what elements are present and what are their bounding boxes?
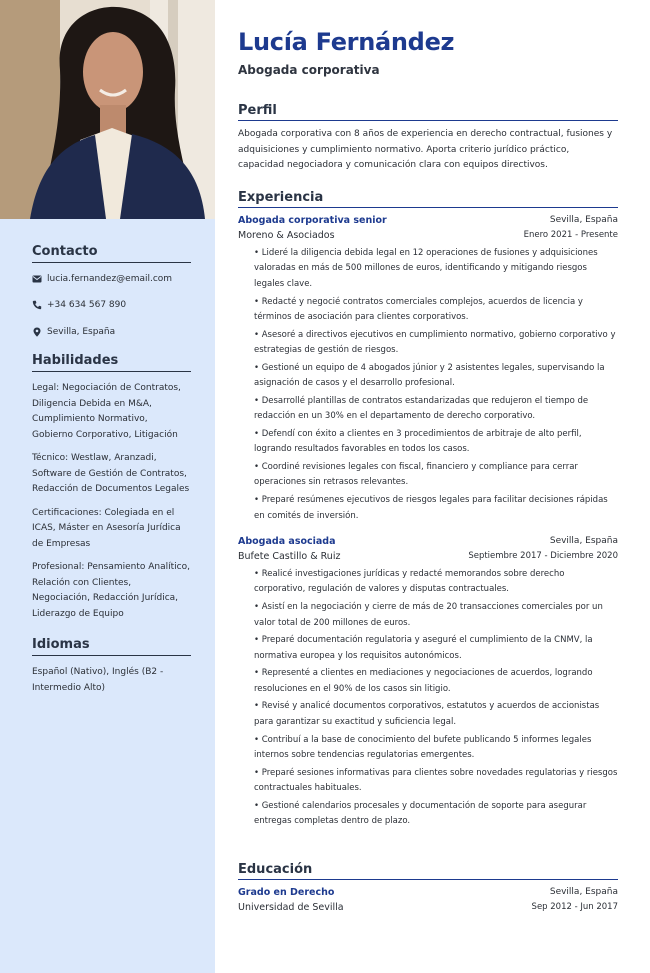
experience-section (238, 190, 618, 832)
job-company: Moreno & Asociados (238, 230, 335, 241)
portrait-image (0, 0, 215, 219)
contact-location (32, 325, 191, 338)
job-location: Sevilla, España (549, 215, 618, 225)
contact-email[interactable] (32, 272, 191, 285)
email-text: lucia.fernandez@email.com (47, 273, 173, 284)
sidebar (0, 0, 215, 973)
job-bullet: • Coordiné revisiones legales con fiscal, financiero y compliance para cerrar operaciones sin retrasos relevantes. (254, 462, 578, 488)
phone-icon (32, 300, 42, 310)
education-subheader (238, 900, 618, 915)
education-dates: Sep 2012 - Jun 2017 (531, 902, 618, 912)
job-subheader (238, 228, 618, 243)
job-bullet: • Asesoré a directivos ejecutivos en cumplimiento normativo, gobierno corporativo y estrategias de gestión de riesgos. (254, 329, 616, 356)
education-entry (238, 885, 618, 915)
degree-name: Grado en Derecho (238, 887, 335, 898)
job-subheader (238, 549, 618, 564)
job-bullet: • Asistí en la negociación y cierre de más de 20 transacciones comerciales por un valor total de 200 millones de euros. (254, 602, 603, 628)
job-bullet: • Redacté y negocié contratos comerciales complejos, acuerdos de licencia y términos de asociación para clientes corporativos. (254, 296, 583, 322)
job-role: Abogada corporativa senior (238, 215, 387, 226)
location-text: Sevilla, España (47, 326, 116, 337)
education-location: Sevilla, España (549, 887, 618, 897)
profile-photo (0, 0, 215, 219)
job-bullet: • Lideré la diligencia debida legal en 12 operaciones de fusiones y adquisiciones valoradas en más de 500 millones de euros, identificando y mitigando riesgos legales clave. (254, 248, 598, 289)
phone-text: +34 634 567 890 (47, 300, 127, 310)
job-header (238, 213, 618, 228)
job-dates: Septiembre 2017 - Diciembre 2020 (468, 550, 618, 561)
person-title: Abogada corporativa (238, 63, 380, 77)
skill-technical: Técnico: Westlaw, Aranzadi, Software de Gestión de Contratos, Redacción de Documentos Legales (32, 453, 190, 494)
education-section (238, 862, 618, 915)
job-dates: Enero 2021 - Presente (523, 230, 618, 240)
education-header (238, 885, 618, 900)
job-bullet: • Preparé resúmenes ejecutivos de riesgos legales para facilitar decisiones rápidas en comités de inversión. (254, 495, 608, 521)
job-entry (238, 534, 618, 830)
skill-certifications: Certificaciones: Colegiada en el ICAS, Máster en Asesoría Jurídica de Empresas (32, 507, 181, 549)
profile-heading: Perfil (238, 103, 618, 121)
job-bullet: • Preparé sesiones informativas para clientes sobre novedades regulatorias y riesgos contractuales habituales. (254, 767, 618, 794)
job-location: Sevilla, España (549, 535, 618, 546)
experience-heading: Experiencia (238, 190, 618, 208)
education-heading: Educación (238, 862, 618, 880)
profile-section (238, 103, 618, 174)
languages-heading: Idiomas (32, 637, 191, 656)
job-company: Bufete Castillo & Ruiz (238, 550, 341, 562)
skills-heading: Habilidades (32, 353, 191, 372)
job-bullet: • Desarrollé plantillas de contratos estandarizadas que redujeron el tiempo de redacción en un 30% en el departamento de derecho corporativo. (254, 395, 589, 422)
job-entry (238, 213, 618, 524)
job-role: Abogada asociada (238, 535, 336, 547)
job-bullet: • Revisé y analicé documentos corporativos, estatutos y acuerdos de accionistas para garantizar su exactitud y suficiencia legal. (254, 701, 600, 727)
job-bullet: • Contribuí a la base de conocimiento del bufete publicando 5 informes legales internos sobre tendencias regulatorias emergentes. (254, 734, 592, 760)
job-header (238, 534, 618, 549)
job-bullet: • Representé a clientes en mediaciones y negociaciones de acuerdos, logrando resoluciones en el 90% de los casos sin litigio. (254, 668, 593, 694)
person-name: Lucía Fernández (238, 28, 455, 56)
skill-legal: Legal: Negociación de Contratos, Diligencia Debida en M&A, Cumplimiento Normativo, Gobierno Corporativo, Litigación (32, 383, 181, 440)
school-name: Universidad de Sevilla (238, 902, 344, 913)
contact-heading: Contacto (32, 244, 191, 263)
job-bullet: • Defendí con éxito a clientes en 3 procedimientos de arbitraje de alto perfil, logrando resultados favorables en todos los casos. (254, 428, 582, 455)
location-pin-icon (32, 327, 42, 337)
mail-icon (32, 274, 42, 284)
job-bullet: • Gestioné un equipo de 4 abogados júnior y 2 asistentes legales, supervisando la asignación de casos y el desarrollo profesional. (254, 362, 605, 389)
job-bullets (254, 567, 618, 830)
skill-professional: Profesional: Pensamiento Analítico, Relación con Clientes, Negociación, Redacción Jurídica, Liderazgo de Equipo (32, 562, 190, 619)
job-bullet: • Preparé documentación regulatoria y aseguré el cumplimiento de la CNMV, la normativa europea y los requisitos autonómicos. (254, 635, 593, 661)
contact-phone[interactable] (32, 299, 191, 312)
job-bullet: • Gestioné calendarios procesales y documentación de soporte para asegurar entregas completas dentro de plazo. (254, 800, 587, 827)
job-bullet: • Realicé investigaciones jurídicas y redacté memorandos sobre derecho corporativo, regulación de valores y disputas contractuales. (254, 568, 565, 595)
job-bullets (254, 246, 618, 524)
profile-text: Abogada corporativa con 8 años de experiencia en derecho contractual, fusiones y adquisiciones y cumplimiento normativo. Aporta criterio jurídico práctico, capacidad negociadora y comunicación clara con equipos directivos. (238, 129, 613, 170)
languages-text: Español (Nativo), Inglés (B2 - Intermedio Alto) (32, 667, 164, 693)
sidebar-content (32, 244, 191, 704)
